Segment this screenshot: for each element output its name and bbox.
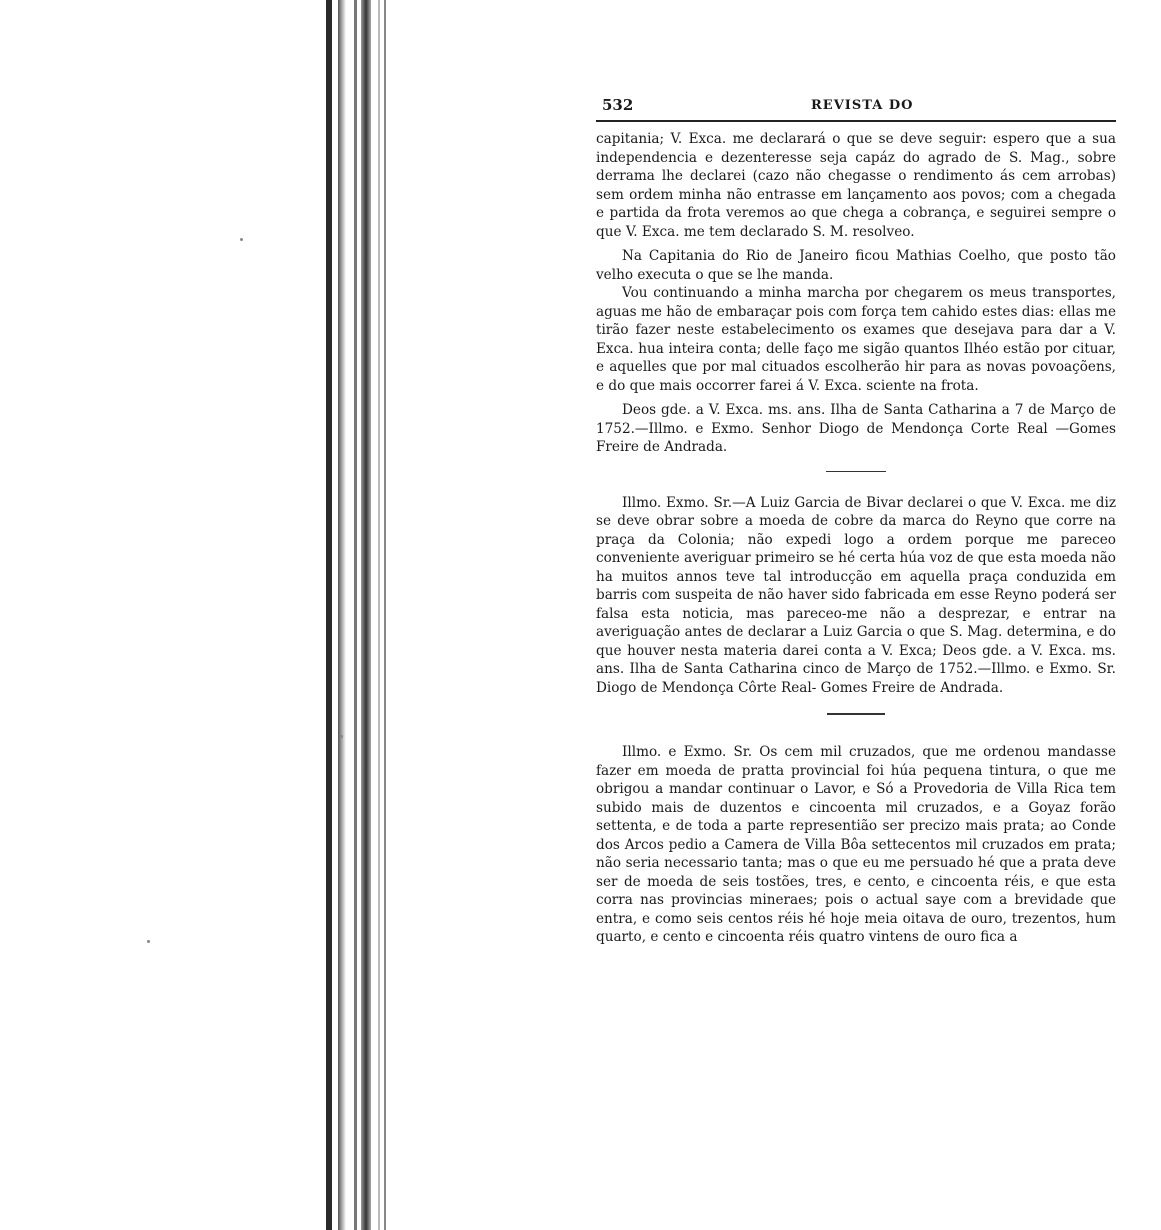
gutter-shadow — [338, 0, 346, 1230]
paragraph: Illmo. Exmo. Sr.—A Luiz Garcia de Bivar declarei o que V. Exca. me diz se deve obrar sobre a moeda de cobre da marca do Reyno que corre na praça da Colonia; não expedi logo a ordem porque me pareceo conveniente averiguar primeiro se hé certa húa voz de que esta moeda não ha muitos annos teve tal introducção em aquella praça conduzida em barris com suspeita de não haver sido fabricada em esse Reyno poderá ser falsa esta noticia, mas pareceo-me não a desprezar, e entrar na averiguação antes de declarar a Luiz Garcia o que S. Mag. determina, e do que houver nesta materia darei conta a V. Exca; Deos gde. a V. Exca. ms. ans. Ilha de Santa Catharina cinco de Março de 1752.—Illmo. e Exmo. Sr. Diogo de Mendonça Côrte Real- Gomes Freire de Andrada. — [596, 494, 1116, 696]
book-gutter — [326, 0, 388, 1230]
gutter-line — [378, 0, 380, 1230]
paragraph: Illmo. e Exmo. Sr. Os cem mil cruzados, que me ordenou mandasse fazer em moeda de pratta provincial foi húa pequena tintura, o que me obrigou a mandar continuar o Lavor, e Só a Provedoria de Villa Rica tem subido mais de duzentos e cincoenta mil cruzados, e a Goyaz forão settenta, e de toda a parte representião ser precizo mais prata; ao Conde dos Arcos pedio a Camera de Villa Bôa settecentos mil cruzados em prata; não seria necessario tanta; mas o que eu me persuado hé que a prata deve ser de moeda de seis tostões, tres, e cento, e cincoenta réis, e que esta corra nas provincias mineraes; pois o actual saye com a brevidade que entra, e como seis centos réis hé hoje meia oitava de ouro, trezentos, hum quarto, e cento e cincoenta réis quatro vintens de ouro fica a — [596, 744, 1116, 945]
gutter-shadow — [361, 0, 371, 1230]
page-header — [596, 96, 1116, 118]
scan-speck — [340, 735, 343, 738]
paragraph: capitania; V. Exca. me declarará o que se deve seguir: espero que a sua independencia e dezenteresse seja capáz do agrado de S. Mag., sobre derrama lhe declarei (cazo não chegasse o rendimento ás cem arrobas) sem ordem minha não entrasse em lançamento aos povos; com a chegada e partida da frota veremos ao que chega a cobrança, e seguirei sempre o que V. Exca. me tem declarado S. M. resolveo. — [596, 131, 1116, 240]
scan-speck — [147, 940, 150, 943]
paragraph: Deos gde. a V. Exca. ms. ans. Ilha de Santa Catharina a 7 de Março de 1752.—Illmo. e Exmo. Senhor Diogo de Mendonça Corte Real —Gomes Freire de Andrada. — [596, 402, 1116, 455]
gutter-line — [384, 0, 386, 1230]
paragraph: Vou continuando a minha marcha por chegarem os meus transportes, aguas me hão de embaraçar pois com força tem cahido estes dias: ellas me tirão fazer neste estabelecimento os exames que desejava para dar a V. Exca. hua inteira conta; delle faço me sigão quantos Ilhéo estão por cituar, e aquelles que por mal cituados escolherão hir para as novas povoaçõens, e do que mais occorrer farei á V. Exca. sciente na frota. — [596, 285, 1116, 394]
page-number: 532 — [602, 96, 634, 114]
paragraph: Na Capitania do Rio de Janeiro ficou Mathias Coelho, que posto tão velho executa o que se lhe manda. — [596, 248, 1116, 283]
gutter-line — [354, 0, 357, 1230]
scan-speck — [240, 238, 243, 241]
running-head: REVISTA DO — [811, 98, 914, 113]
document-page — [596, 96, 1116, 947]
section-divider — [827, 713, 885, 715]
gutter-shadow — [326, 0, 332, 1230]
section-divider — [826, 471, 886, 472]
header-rule — [596, 120, 1116, 122]
